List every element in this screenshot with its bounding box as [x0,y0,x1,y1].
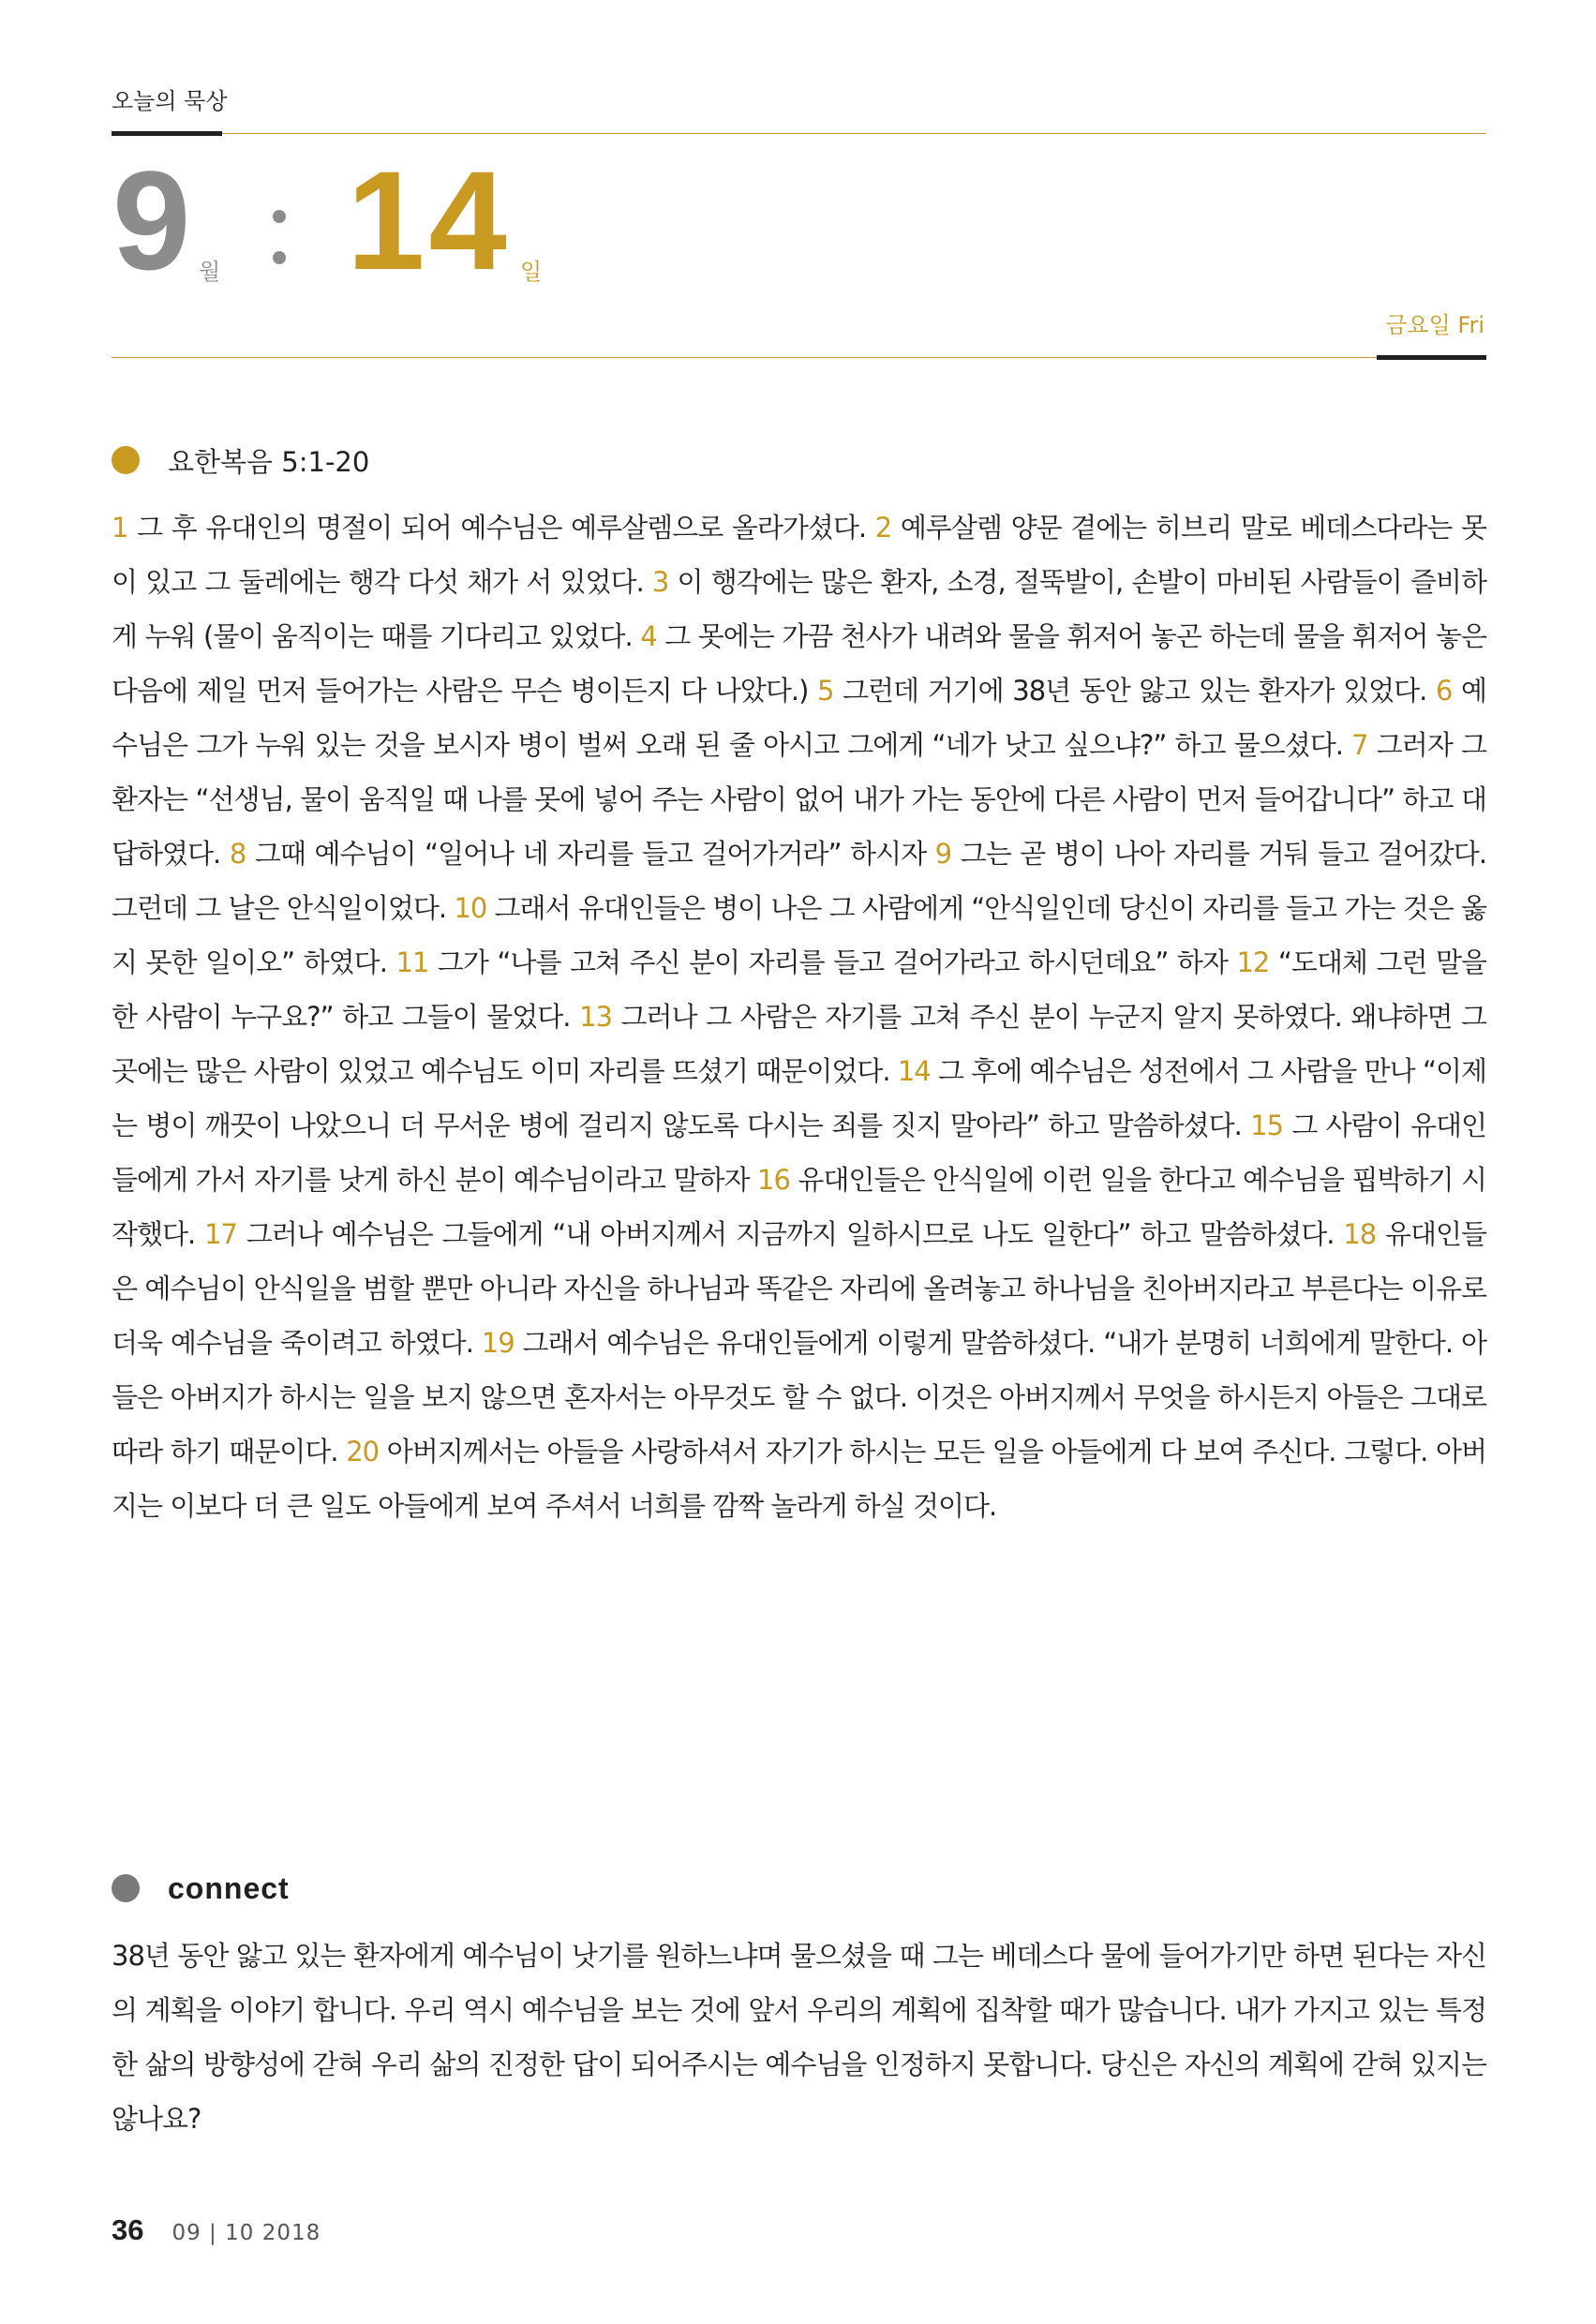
header-rule-dark [112,131,222,136]
verse-text: 그래서 예수님은 유대인들에게 이렇게 말씀하셨다. “내가 분명히 너희에게 말한다. 아들은 아버지가 하시는 일을 보지 않으면 혼자서는 아무것도 할 수 없다. 이것은 아버지께서 무엇을 하시든지 아들은 그대로 따라 하기 때문이다. [112,1327,1487,1467]
verse-number: 10 [454,892,487,924]
verse-text: 그 못에는 가끔 천사가 내려와 물을 휘저어 놓곤 하는데 물을 휘저어 놓은 다음에 제일 먼저 들어가는 사람은 무슨 병이든지 다 나았다.) [112,620,1486,707]
date-day-unit: 일 [520,259,543,285]
verse-text: 유대인들은 안식일에 이런 일을 한다고 예수님을 핍박하기 시작했다. [112,1164,1486,1250]
verse-text: 유대인들은 예수님이 안식일을 범할 뿐만 아니라 자신을 하나님과 똑같은 자리에 올려놓고 하나님을 친아버지라고 부른다는 이유로 더욱 예수님을 죽이려고 하였다. [112,1218,1487,1359]
connect-text: 38년 동안 앓고 있는 환자에게 예수님이 낫기를 원하느냐며 물으셨을 때 그는 베데스다 물에 들어가기만 하면 된다는 자신의 계획을 이야기 합니다. 우리 역시 예수님을 보는 것에 앞서 우리의 계획에 집착할 때가 많습니다. 내가 가지고 있는 특정한 삶의 방향성에 갇혀 우리 삶의 진정한 답이 되어주시는 예수님을 인정하지 못합니다. 당신은 자신의 계획에 갇혀 있지는 않나요? [112,1940,1486,2135]
date-month-unit: 월 [199,259,221,285]
verse-number: 1 [112,512,128,544]
verse-text: 예루살렘 양문 곁에는 히브리 말로 베데스다라는 못이 있고 그 둘레에는 행각 다섯 채가 서 있었다. [112,512,1486,598]
verse-number: 19 [481,1327,515,1359]
date-colon-dot-top [273,210,286,223]
verse-text: 그런데 거기에 38년 동안 앓고 있는 환자가 있었다. [843,675,1427,707]
date-rule-dark [1377,355,1486,360]
verse-number: 3 [651,566,669,598]
verse-number: 17 [204,1218,237,1250]
verse-text: 아버지께서는 아들을 사랑하셔서 자기가 하시는 모든 일을 아들에게 다 보여 주신다. 그렇다. 아버지는 이보다 더 큰 일도 아들에게 보여 주셔서 너희를 깜짝 놀라게 하실 것이다. [112,1436,1487,1522]
verse-number: 14 [897,1055,931,1087]
verse-number: 18 [1343,1218,1377,1250]
page-footer [112,2213,321,2247]
verse-number: 6 [1435,675,1453,707]
verse-number: 2 [874,512,892,544]
date-month: 9 [112,142,189,299]
verse-number: 8 [229,838,246,870]
issue-label: 09 | 10 2018 [172,2221,321,2245]
verse-number: 9 [934,838,952,870]
verse-text: 그 후 유대인의 명절이 되어 예수님은 예루살렘으로 올라가셨다. [137,512,867,544]
verse-number: 12 [1236,946,1270,978]
header-rule-gold [222,133,1486,134]
verse-number: 5 [817,675,834,707]
verse-number: 15 [1250,1110,1284,1141]
page-number: 36 [112,2213,144,2246]
scripture-text [112,500,1486,1533]
bullet-dot-icon [112,1874,140,1902]
verse-text: 그때 예수님이 “일어나 네 자리를 들고 걸어가거라” 하시자 [254,838,927,870]
verse-text: 이 행각에는 많은 환자, 소경, 절뚝발이, 손발이 마비된 사람들이 즐비하게 누워 (물이 움직이는 때를 기다리고 있었다. [112,566,1487,652]
verse-number: 4 [640,620,657,652]
connect-title: connect [168,1870,290,1905]
verse-text: 그 후에 예수님은 성전에서 그 사람을 만나 “이제는 병이 깨끗이 나았으니 더 무서운 병에 걸리지 않도록 다시는 죄를 짓지 말아라” 하고 말씀하셨다. [112,1055,1486,1141]
verse-text: 그 사람이 유대인들에게 가서 자기를 낫게 하신 분이 예수님이라고 말하자 [112,1110,1487,1196]
date-rule-gold [112,357,1377,358]
verse-text: 예수님은 그가 누워 있는 것을 보시자 병이 벌써 오래 된 줄 아시고 그에게 “네가 낫고 싶으냐?” 하고 물으셨다. [112,675,1487,761]
bullet-dot-icon [112,446,140,474]
verse-text: 그가 “나를 고쳐 주신 분이 자리를 들고 걸어가라고 하시던데요” 하자 [437,946,1228,978]
verse-text: “도대체 그런 말을 한 사람이 누구요?” 하고 그들이 물었다. [112,946,1487,1033]
verse-number: 20 [346,1436,380,1467]
verse-number: 7 [1351,729,1368,761]
date-colon-dot-bottom [273,251,286,264]
scripture-heading [112,441,369,479]
scripture-reference: 요한복음 5:1-20 [168,445,370,478]
connect-heading [112,1870,290,1907]
date-day: 14 [347,142,511,299]
verse-number: 11 [395,946,429,978]
verse-text: 그는 곧 병이 나아 자리를 거둬 들고 걸어갔다. 그런데 그 날은 안식일이었다. [112,838,1487,924]
weekday-label: 금요일 Fri [1385,312,1484,338]
verse-text: 그래서 유대인들은 병이 나은 그 사람에게 “안식일인데 당신이 자리를 들고 가는 것은 옳지 못한 일이오” 하였다. [112,892,1486,978]
section-label: 오늘의 묵상 [112,88,228,114]
verse-text: 그러나 예수님은 그들에게 “내 아버지께서 지금까지 일하시므로 나도 일한다” 하고 말씀하셨다. [246,1218,1335,1250]
verse-number: 13 [579,1001,612,1033]
verse-number: 16 [757,1164,790,1196]
verse-text: 그러자 그 환자는 “선생님, 물이 움직일 때 나를 못에 넣어 주는 사람이 없어 내가 가는 동안에 다른 사람이 먼저 들어갑니다” 하고 대답하였다. [112,729,1487,870]
verse-text: 그러나 그 사람은 자기를 고쳐 주신 분이 누군지 알지 못하였다. 왜냐하면 그 곳에는 많은 사람이 있었고 예수님도 이미 자리를 뜨셨기 때문이었다. [112,1001,1487,1087]
